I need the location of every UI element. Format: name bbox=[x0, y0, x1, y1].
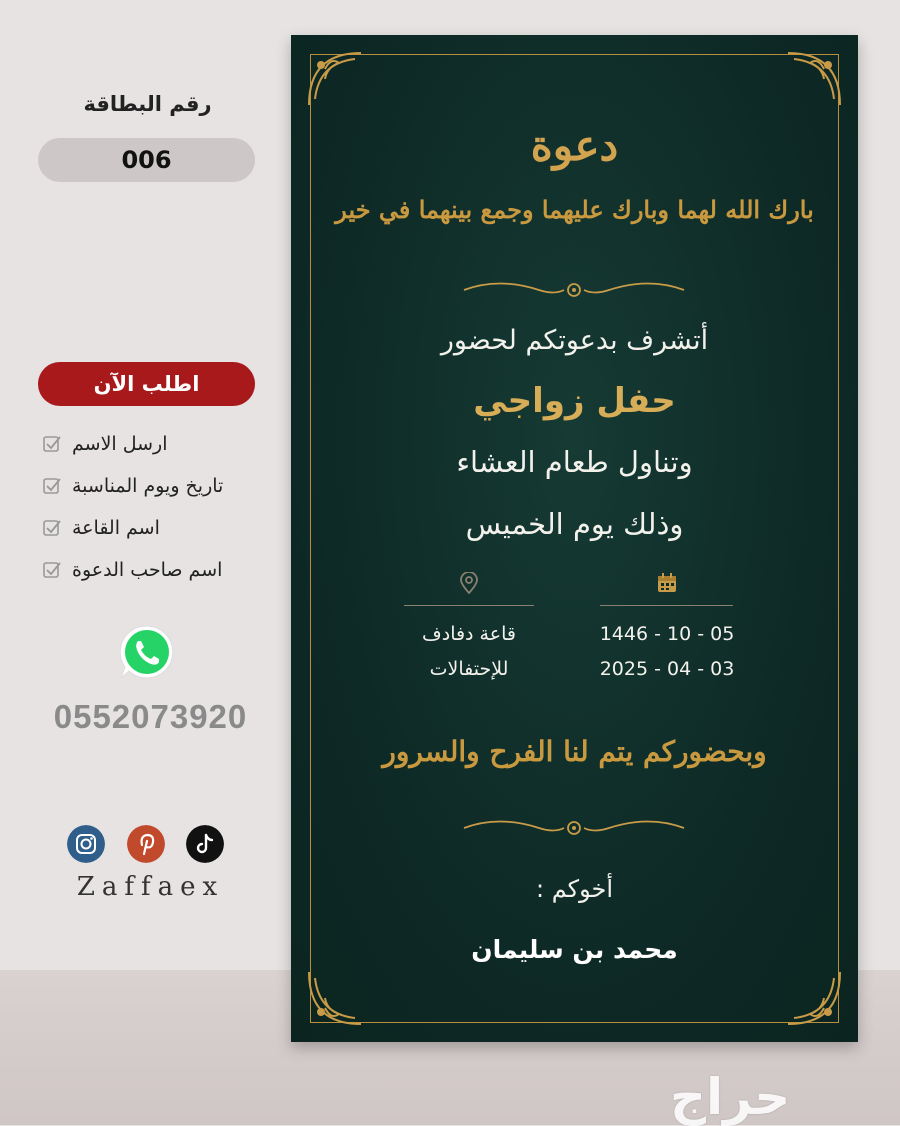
invitation-card bbox=[291, 35, 858, 1042]
watermark-logo: حراج bbox=[670, 1068, 791, 1126]
card-number-badge: 006 bbox=[38, 138, 255, 182]
phone-number[interactable]: 0552073920 bbox=[53, 698, 248, 735]
requirement-label: اسم صاحب الدعوة bbox=[72, 559, 223, 581]
date-hijri: 1446 - 10 - 05 bbox=[599, 623, 735, 645]
requirement-label: ارسل الاسم bbox=[72, 433, 168, 455]
brand-name: Zaffaex bbox=[76, 872, 225, 902]
invite-line-1: أتشرف بدعوتكم لحضور bbox=[440, 325, 709, 356]
corner-ornament-icon bbox=[784, 49, 844, 109]
closing-calligraphy: وبحضوركم يتم لنا الفرح والسرور bbox=[382, 735, 767, 768]
card-number-label: رقم البطاقة bbox=[83, 92, 212, 116]
venue-name: قاعة دفادف bbox=[422, 623, 516, 645]
instagram-icon[interactable] bbox=[67, 825, 105, 863]
host-name: محمد بن سليمان bbox=[471, 935, 678, 964]
divider-ornament-icon bbox=[459, 275, 689, 305]
blessing-calligraphy: بارك الله لهما وبارك عليهما وجمع بينهما في خير bbox=[335, 195, 814, 224]
calendar-icon bbox=[656, 572, 678, 594]
whatsapp-icon[interactable] bbox=[117, 622, 177, 682]
venue-subtitle: للإحتفالات bbox=[429, 658, 509, 680]
invitation-title: دعوة bbox=[530, 121, 619, 170]
checkbox-icon bbox=[42, 518, 62, 538]
invite-line-4: وذلك يوم الخميس bbox=[465, 507, 684, 541]
corner-ornament-icon bbox=[305, 968, 365, 1028]
invite-line-2: حفل زواجي bbox=[473, 381, 676, 421]
order-now-button[interactable]: اطلب الآن bbox=[38, 362, 255, 406]
invite-line-3: وتناول طعام العشاء bbox=[456, 445, 693, 479]
checkbox-icon bbox=[42, 560, 62, 580]
list-item bbox=[38, 549, 255, 591]
from-label: أخوكم : bbox=[535, 875, 613, 903]
pinterest-icon[interactable] bbox=[127, 825, 165, 863]
requirements-list bbox=[38, 423, 255, 591]
checkbox-icon bbox=[42, 434, 62, 454]
corner-ornament-icon bbox=[784, 968, 844, 1028]
corner-ornament-icon bbox=[305, 49, 365, 109]
requirement-label: تاريخ ويوم المناسبة bbox=[72, 475, 224, 497]
date-divider bbox=[600, 605, 733, 606]
divider-ornament-icon bbox=[459, 813, 689, 843]
tiktok-icon[interactable] bbox=[186, 825, 224, 863]
list-item bbox=[38, 423, 255, 465]
checkbox-icon bbox=[42, 476, 62, 496]
list-item bbox=[38, 465, 255, 507]
list-item bbox=[38, 507, 255, 549]
date-gregorian: 2025 - 04 - 03 bbox=[599, 658, 735, 680]
venue-divider bbox=[404, 605, 534, 606]
requirement-label: اسم القاعة bbox=[72, 517, 160, 539]
location-pin-icon bbox=[458, 572, 480, 594]
